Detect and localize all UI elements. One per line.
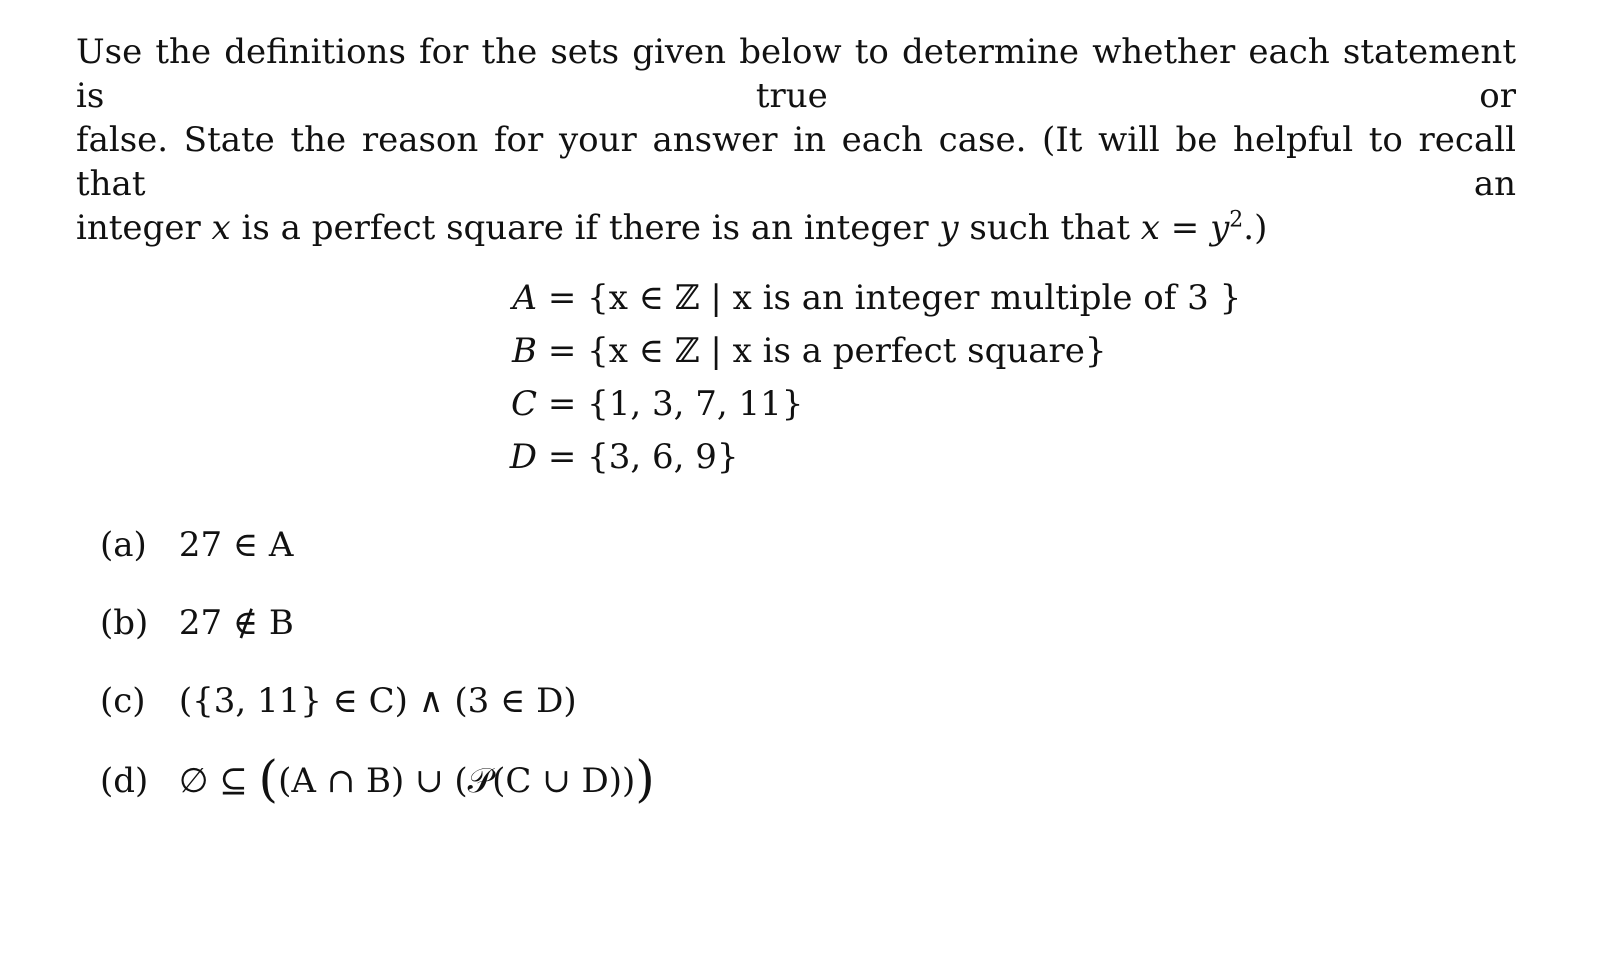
- set-name: B: [512, 331, 537, 371]
- intro-line-2: false. State the reason for your answer in each case. (It will be helpful to recall that an: [76, 120, 1516, 204]
- set-rule: = {1, 3, 7, 11}: [547, 384, 804, 424]
- statement-d: [100, 750, 655, 832]
- statement-expression: 27 ∉ B: [178, 603, 294, 643]
- statement-expression: 27 ∈ A: [178, 525, 294, 565]
- set-name: D: [509, 437, 537, 477]
- set-name: C: [510, 384, 537, 424]
- statement-label: (b): [100, 603, 149, 643]
- set-name: A: [512, 278, 537, 318]
- set-rule: = {3, 6, 9}: [547, 437, 739, 477]
- statement-c: [100, 676, 655, 754]
- statement-list: [100, 520, 655, 832]
- definition-b: [455, 325, 1241, 378]
- intro-line-3: integer x is a perfect square if there is an integer y such that $x = y^2$.): [76, 207, 1268, 248]
- intro-line-1: Use the definitions for the sets given below to determine whether each statement is true or: [76, 32, 1516, 116]
- problem-intro: [76, 30, 1516, 250]
- statement-expression: ({3, 11} ∈ C) ∧ (3 ∈ D): [178, 681, 577, 721]
- statement-expression: ∅ ⊆ ((A ∩ B) ∪ (𝒫(C ∪ D))): [178, 750, 655, 808]
- definition-d: [455, 431, 1241, 484]
- statement-label: (c): [100, 681, 146, 721]
- set-rule: = {x ∈ ℤ | x is an integer multiple of 3 }: [547, 278, 1242, 318]
- set-definitions: [455, 272, 1241, 484]
- set-rule: = {x ∈ ℤ | x is a perfect square}: [547, 331, 1107, 371]
- statement-b: [100, 598, 655, 676]
- definition-a: [455, 272, 1241, 325]
- statement-label: (d): [100, 761, 149, 801]
- statement-label: (a): [100, 525, 147, 565]
- statement-a: [100, 520, 655, 598]
- definition-c: [455, 378, 1241, 431]
